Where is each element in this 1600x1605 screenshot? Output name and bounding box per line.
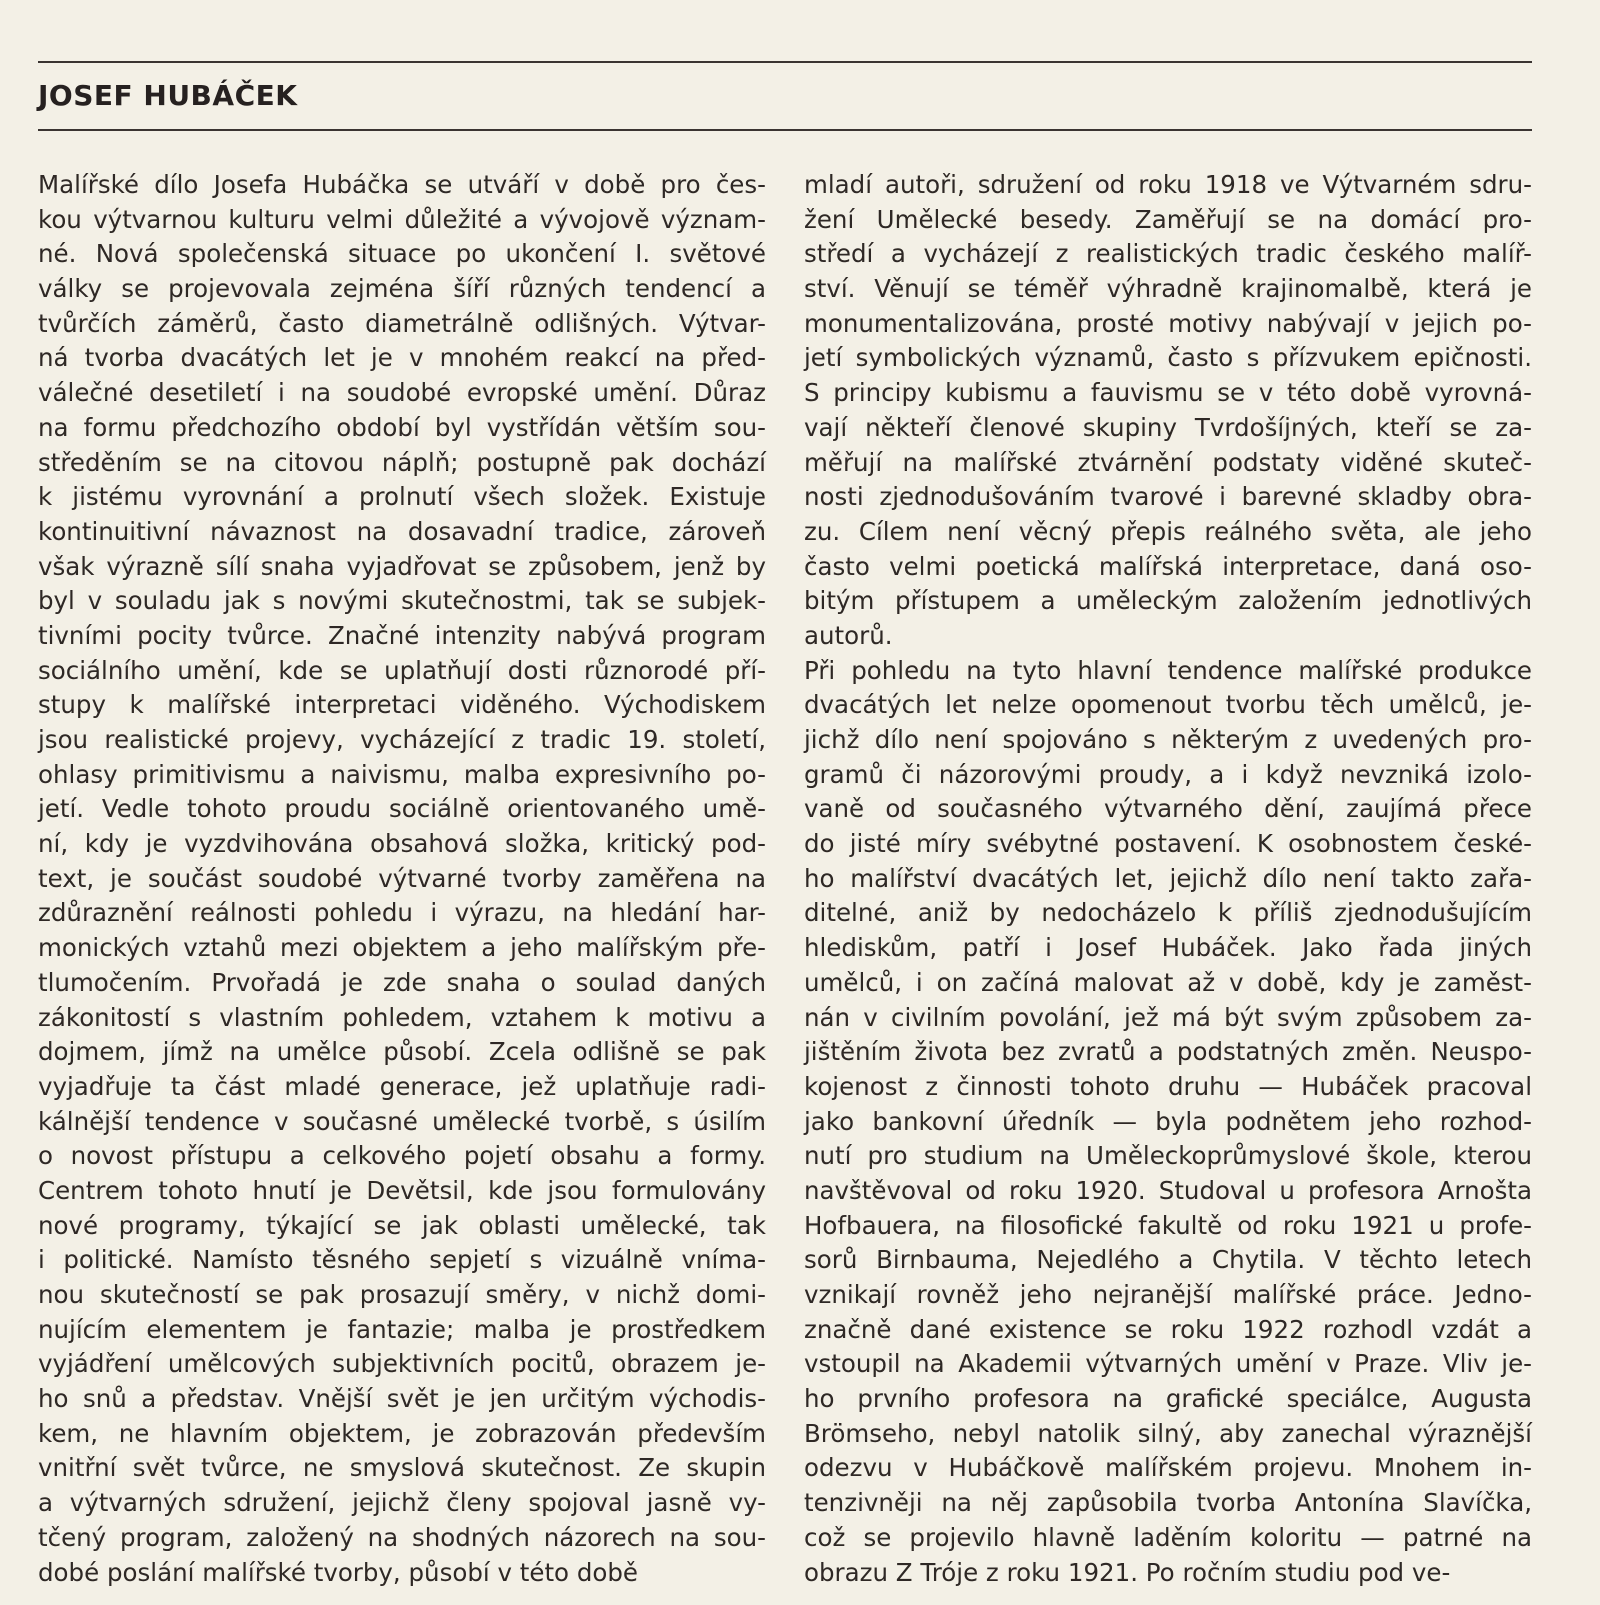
text-line: vyjadřuje ta část mladé generace, jež uplatňuje radi- <box>38 1071 766 1101</box>
text-line: text, je součást soudobé výtvarné tvorby zaměřena na <box>38 863 766 893</box>
text-line: kojenost z činnosti tohoto druhu — Hubáček pracoval <box>804 1071 1532 1101</box>
text-line: zu. Cílem není věcný přepis reálného světa, ale jeho <box>804 516 1532 546</box>
text-line: nou skutečností se pak prosazují směry, v nichž domi- <box>38 1280 766 1309</box>
text-line: né. Nová společenská situace po ukončení I. světové <box>38 239 766 269</box>
text-line: na formu předchozího období byl vystřídán větším sou- <box>38 412 766 442</box>
text-line: S principy kubismu a fauvismu se v této době vyrovná- <box>804 378 1532 408</box>
text-line: Malířské dílo Josefa Hubáčka se utváří v době pro čes- <box>38 170 766 199</box>
text-line: ditelné, aniž by nedocházelo k příliš zjednodušujícím <box>804 898 1532 928</box>
text-line: žení Umělecké besedy. Zaměřují se na domácí pro- <box>804 204 1532 234</box>
text-line: stupy k malířské interpretaci viděného. Východiskem <box>38 690 766 720</box>
text-line: a výtvarných sdružení, jejichž členy spojoval jasně vy- <box>38 1488 766 1518</box>
text-line: byl v souladu jak s novými skutečnostmi, tak se subjek- <box>38 586 766 616</box>
text-line: Při pohledu na tyto hlavní tendence malířské produkce <box>804 655 1532 685</box>
text-line: nujícím elementem je fantazie; malba je prostředkem <box>38 1314 766 1344</box>
text-line: Centrem tohoto hnutí je Devětsil, kde jsou formulovány <box>38 1175 766 1205</box>
text-line: ho prvního profesora na grafické speciálce, Augusta <box>804 1384 1532 1414</box>
text-line: monických vztahů mezi objektem a jeho malířským pře- <box>38 933 766 963</box>
text-line: mladí autoři, sdružení od roku 1918 ve Výtvarném sdru- <box>804 170 1532 199</box>
text-line: o novost přístupu a celkového pojetí obsahu a formy. <box>38 1141 766 1171</box>
text-line: zdůraznění reálnosti pohledu i výrazu, na hledání har- <box>38 898 766 928</box>
text-line: tvůrčích záměrů, často diametrálně odlišných. Výtvar- <box>38 308 766 338</box>
text-line: sociálního umění, kde se uplatňují dosti různorodé pří- <box>38 655 766 685</box>
text-line: nosti zjednodušováním tvarové i barevné skladby obra- <box>804 482 1532 512</box>
text-line: značně dané existence se roku 1922 rozhodl vzdát a <box>804 1314 1532 1344</box>
text-line: autorů. <box>804 620 893 650</box>
text-line: umělců, i on začíná malovat až v době, kdy je zaměst- <box>804 967 1532 997</box>
text-line: obrazu Z Tróje z roku 1921. Po ročním studiu pod ve- <box>804 1557 1451 1587</box>
text-line: jištěním života bez zvratů a podstatných změn. Neuspo- <box>804 1037 1532 1067</box>
text-line: středěním se na citovou náplň; postupně pak dochází <box>38 447 766 477</box>
text-line: tivními pocity tvůrce. Značné intenzity nabývá program <box>38 620 766 650</box>
text-line: hlediskům, patří i Josef Hubáček. Jako řada jiných <box>804 933 1532 963</box>
text-line: ho malířství dvacátých let, jejichž dílo není takto zařa- <box>804 863 1532 893</box>
header-rule-top <box>38 61 1532 63</box>
text-line: kálnější tendence v současné umělecké tvorbě, s úsilím <box>38 1106 766 1136</box>
text-line: jichž dílo není spojováno s některým z uvedených pro- <box>804 725 1532 754</box>
text-line: gramů či názorovými proudy, a i když nevzniká izolo- <box>804 759 1532 789</box>
text-line: dojmem, jímž na umělce působí. Zcela odlišně se pak <box>38 1037 766 1067</box>
text-line: vyjádření umělcových subjektivních pocitů, obrazem je- <box>38 1349 766 1379</box>
text-line: kou výtvarnou kulturu velmi důležité a vývojově význam- <box>38 204 766 234</box>
text-line: kontinuitivní návaznost na dosavadní tradice, zároveň <box>38 516 766 546</box>
text-line: navštěvoval od roku 1920. Studoval u profesora Arnošta <box>804 1175 1532 1205</box>
text-line: do jisté míry svébytné postavení. K osobnostem české- <box>804 829 1532 859</box>
text-line: ohlasy primitivismu a naivismu, malba expresivního po- <box>38 759 766 789</box>
text-line: nán v civilním povolání, jež má být svým způsobem za- <box>804 1002 1532 1032</box>
text-line: dvacátých let nelze opomenout tvorbu těch umělců, je- <box>804 690 1532 720</box>
text-line: nové programy, týkající se jak oblasti umělecké, tak <box>38 1210 766 1240</box>
text-line: nutí pro studium na Uměleckoprůmyslové škole, kterou <box>804 1141 1532 1171</box>
text-line: válečné desetiletí i na soudobé evropské umění. Důraz <box>38 378 766 408</box>
text-line: Hofbauera, na filosofické fakultě od roku 1921 u profe- <box>804 1210 1532 1240</box>
text-line: jsou realistické projevy, vycházející z tradic 19. století, <box>38 725 766 754</box>
text-line: sorů Birnbauma, Nejedlého a Chytila. V těchto letech <box>804 1245 1532 1275</box>
text-line: bitým přístupem a uměleckým založením jednotlivých <box>804 586 1532 616</box>
text-line: zákonitostí s vlastním pohledem, vztahem k motivu a <box>38 1002 766 1032</box>
text-line: ná tvorba dvacátých let je v mnohém reakcí na před- <box>38 343 766 373</box>
text-line: vstoupil na Akademii výtvarných umění v Praze. Vliv je- <box>804 1349 1532 1379</box>
text-line: tčený program, založený na shodných názorech na sou- <box>38 1522 766 1552</box>
text-line: Brömseho, nebyl natolik silný, aby zanechal výraznější <box>804 1418 1532 1448</box>
text-line: tenzivněji na něj zapůsobila tvorba Antonína Slavíčka, <box>804 1488 1532 1518</box>
text-line: kem, ne hlavním objektem, je zobrazován především <box>38 1418 766 1448</box>
text-line: k jistému vyrovnání a prolnutí všech složek. Existuje <box>38 482 766 512</box>
header-rule-bottom <box>38 129 1532 131</box>
article-title: JOSEF HUBÁČEK <box>38 79 298 112</box>
text-line: středí a vycházejí z realistických tradic českého malíř- <box>804 239 1532 269</box>
text-line: jako bankovní úředník — byla podnětem jeho rozhod- <box>804 1106 1532 1136</box>
text-line: tlumočením. Prvořadá je zde snaha o soulad daných <box>38 967 766 997</box>
text-line: odezvu v Hubáčkově malířském projevu. Mnohem in- <box>804 1453 1532 1483</box>
text-line: ní, kdy je vyzdvihována obsahová složka, kritický pod- <box>38 829 766 859</box>
text-line: vznikají rovněž jeho nejranější malířské práce. Jedno- <box>804 1280 1532 1309</box>
text-line: ství. Věnují se téměř výhradně krajinomalbě, která je <box>804 274 1532 304</box>
text-line: války se projevovala zejména šíří různých tendencí a <box>38 274 766 304</box>
text-line: monumentalizována, prosté motivy nabývají v jejich po- <box>804 308 1532 338</box>
text-line: však výrazně sílí snaha vyjadřovat se způsobem, jenž by <box>38 551 766 581</box>
right-column <box>804 168 1532 1590</box>
text-line: ho snů a představ. Vnější svět je jen určitým východis- <box>38 1384 766 1414</box>
text-line: jetí symbolických významů, často s přízvukem epičnosti. <box>804 343 1532 373</box>
text-line: dobé poslání malířské tvorby, působí v této době <box>38 1557 638 1587</box>
text-line: jetí. Vedle tohoto proudu sociálně orientovaného umě- <box>38 794 766 824</box>
text-line: měřují na malířské ztvárnění podstaty viděné skuteč- <box>804 447 1532 477</box>
left-column <box>38 168 766 1590</box>
text-line: vají někteří členové skupiny Tvrdošíjných, kteří se za- <box>804 412 1532 442</box>
text-line: což se projevilo hlavně laděním koloritu — patrné na <box>804 1522 1532 1552</box>
text-line: i politické. Namísto těsného sepjetí s vizuálně vníma- <box>38 1245 766 1275</box>
text-line: vaně od současného výtvarného dění, zaujímá přece <box>804 794 1532 824</box>
text-line: vnitřní svět tvůrce, ne smyslová skutečnost. Ze skupin <box>38 1453 766 1483</box>
text-line: často velmi poetická malířská interpretace, daná oso- <box>804 551 1532 581</box>
